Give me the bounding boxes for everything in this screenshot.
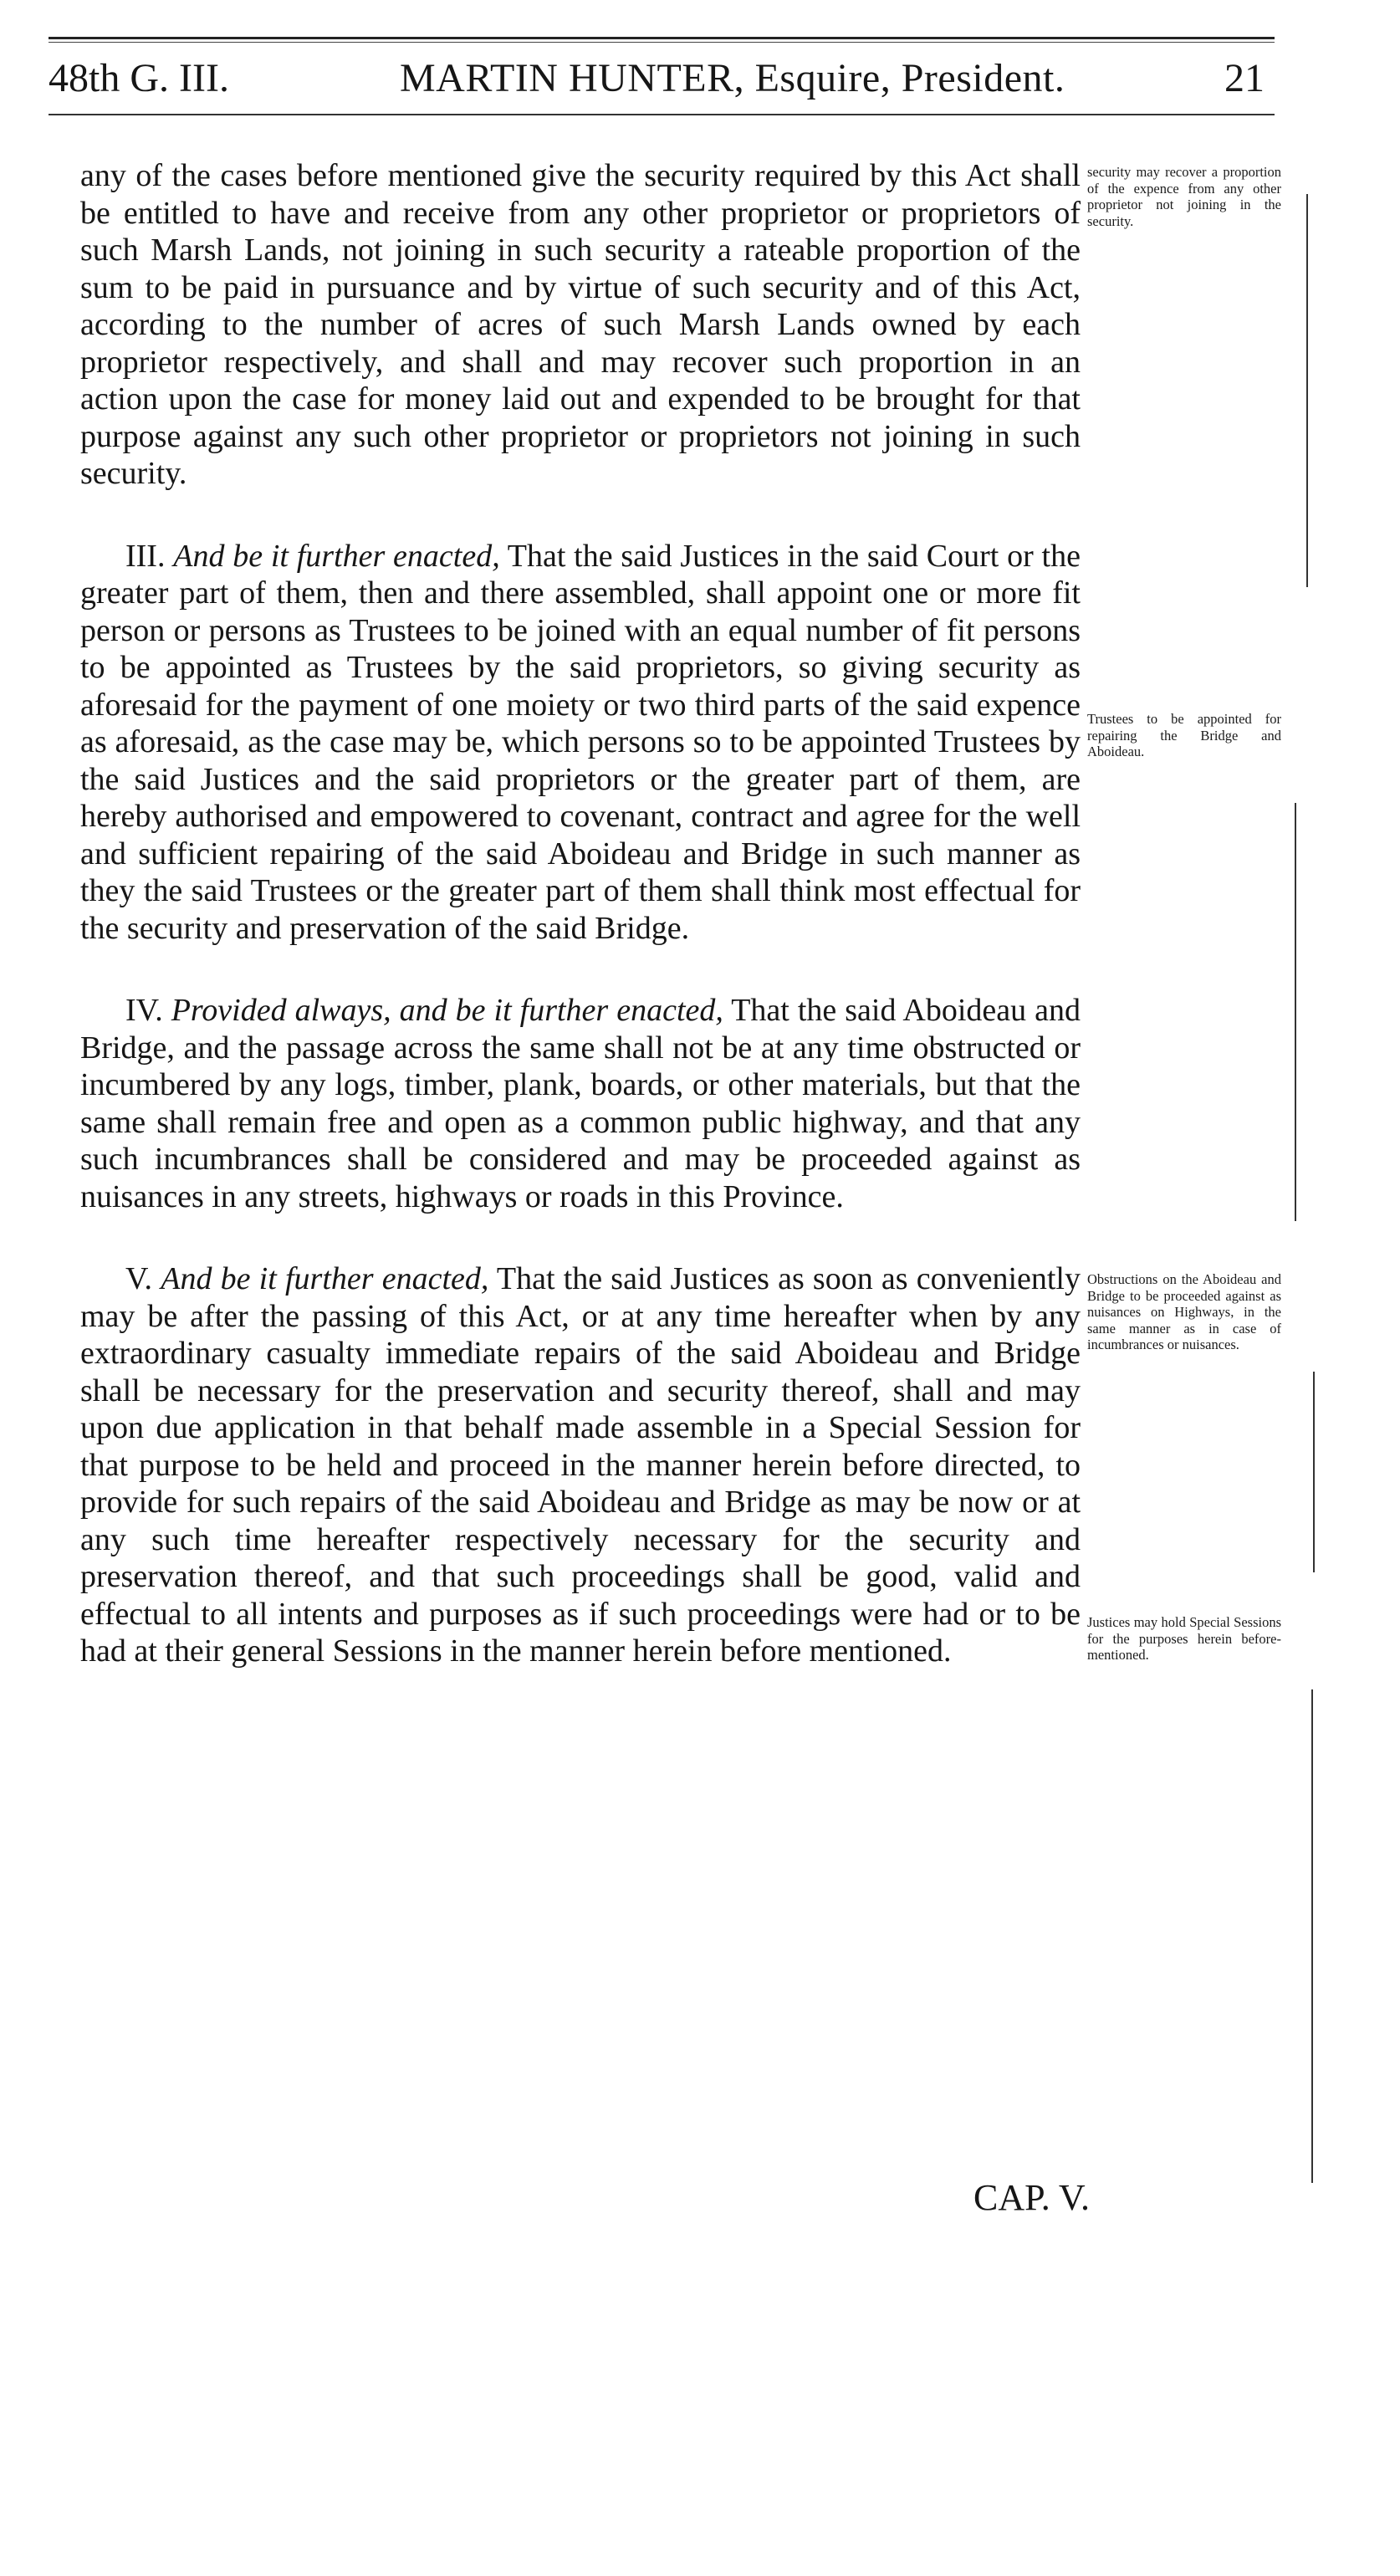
enacting-clause: Provided always, and be it further enacted,: [171, 993, 723, 1028]
body-text: [80, 157, 1081, 1715]
margin-note-special-sessions: Justices may hold Special Sessions for the purposes herein before-mentioned.: [1087, 1614, 1281, 1663]
running-header: [49, 54, 1275, 114]
margin-note-trustees: Trustees to be appointed for repairing the Bridge and Aboideau.: [1087, 711, 1281, 759]
section-v: [80, 1260, 1081, 1670]
section-number: V.: [125, 1261, 153, 1296]
header-rule-top: [49, 37, 1275, 39]
page-number: 21: [1224, 56, 1265, 100]
header-rule-bottom: [49, 114, 1275, 115]
enacting-clause: And be it further enacted,: [173, 538, 500, 574]
section-number: III.: [125, 538, 166, 574]
paragraph-text: That the said Aboideau and Bridge, and the passage across the same shall not be at any time obstructed or incumbered by any logs, timber, plank, boards, or other materials, but that the same shall remain free and open as a common public highway, and that any such incumbrances shall be considered and may be proceeded against as nuisances in any streets, highways or roads in this Province.: [80, 993, 1081, 1214]
margin-bracket: [1295, 803, 1296, 1221]
paragraph-text: That the said Justices as soon as conveniently may be after the passing of this Act, or at any time hereafter when by any extraordinary casualty immediate repairs of the said Aboideau and Bridge shall be necessary for the preservation and security thereof, shall and may upon due application in that behalf made assemble in a Special Session for that purpose to be held and proceed in the manner herein before directed, to provide for such repairs of the said Aboideau and Bridge as may be now or at any such time hereafter respectively necessary for the security and preservation thereof, and that such proceedings shall be good, valid and effectual to all intents and purposes as if such proceedings were had or to be had at their general Sessions in the manner herein before mentioned.: [80, 1261, 1081, 1669]
margin-bracket: [1306, 194, 1308, 587]
margin-bracket: [1313, 1372, 1315, 1572]
paragraph-continued: [80, 157, 1081, 493]
header-title: MARTIN HUNTER, Esquire, President.: [400, 56, 1065, 100]
margin-bracket: [1311, 1689, 1313, 2183]
paragraph-text: That the said Justices in the said Court or the greater part of them, then and there assembled, shall appoint one or more fit person or persons as Trustees to be joined with an equal number of fit persons to be appointed as Trustees by the said proprietors, so giving security as aforesaid for the payment of one moiety or two third parts of the said expence as aforesaid, as the case may be, which persons so to be appointed Trustees by the said Justices and the said proprietors or the greater part of them, are hereby authorised and empowered to covenant, contract and agree for the well and sufficient repairing of the said Aboideau and Bridge in such manner as they the said Trustees or the greater part of them shall think most effectual for the security and preservation of the said Bridge.: [80, 538, 1081, 946]
enacting-clause: And be it further enacted,: [161, 1261, 489, 1296]
section-iv: [80, 992, 1081, 1215]
section-number: IV.: [125, 993, 163, 1028]
header-session: 48th G. III.: [49, 56, 229, 100]
margin-note-obstructions: Obstructions on the Aboideau and Bridge to be proceeded against as nuisances on Highways, in the same manner as in case of incumbrances or nuisances.: [1087, 1271, 1281, 1352]
section-iii: [80, 538, 1081, 948]
margin-note-security: security may recover a proportion of the expence from any other proprietor not joining in the security.: [1087, 164, 1281, 229]
header-rule-top-thin: [49, 42, 1275, 43]
catchword: CAP. V.: [973, 2177, 1091, 2218]
paragraph-text: any of the cases before mentioned give the security required by this Act shall be entitled to have and receive from any other proprietor or proprietors of such Marsh Lands, not joining in such security a rateable proportion of the sum to be paid in pursuance and by virtue of such security and of this Act, according to the number of acres of such Marsh Lands owned by each proprietor respectively, and shall and may recover such proportion in an action upon the case for money laid out and expended to be brought for that purpose against any such other proprietor or proprietors not joining in such security.: [80, 158, 1081, 491]
